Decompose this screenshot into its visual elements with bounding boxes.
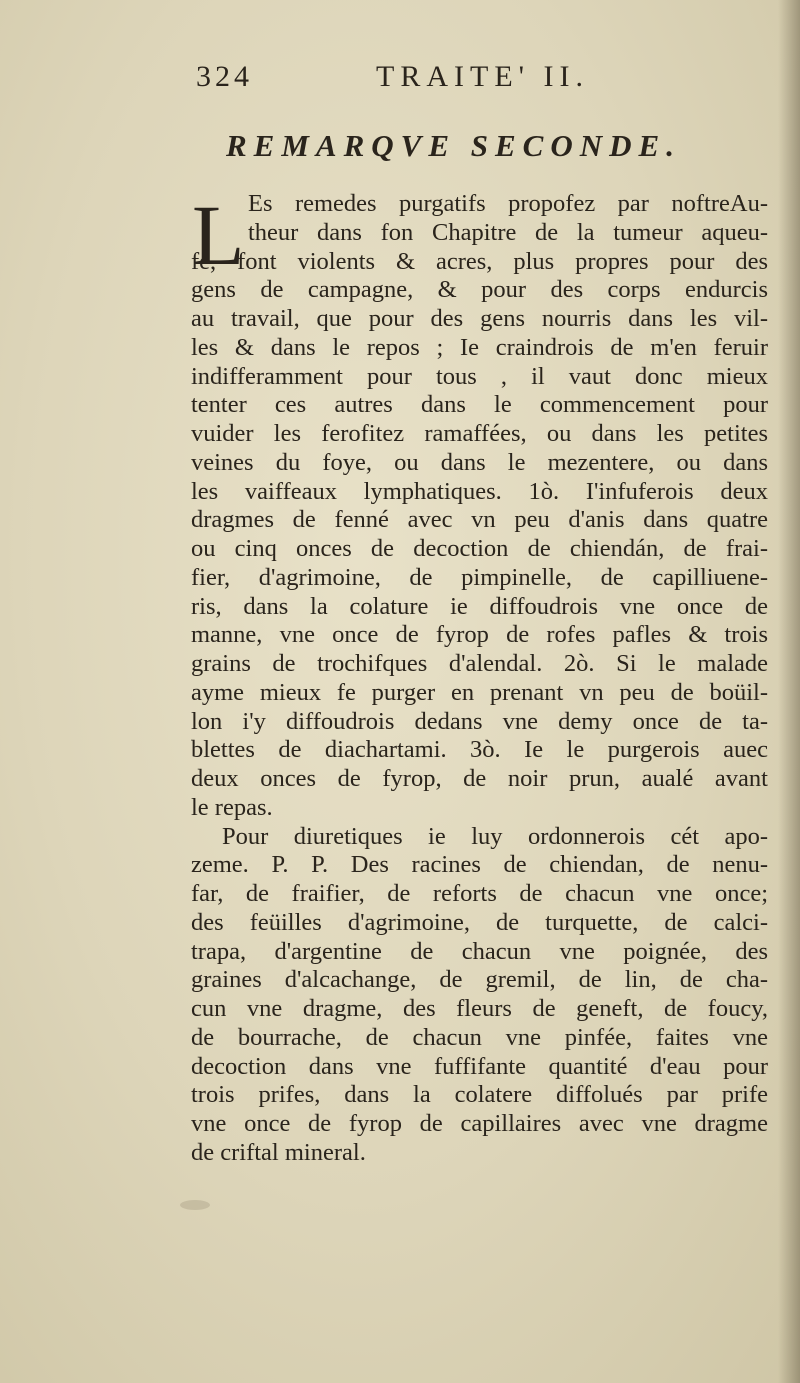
text-line: zeme. P. P. Des racines de chiendan, de nenu- [191,851,768,879]
text-line: les & dans le repos ; Ie craindrois de m'en feruir [191,333,768,361]
page-number: 324 [196,60,253,93]
drop-cap: L [192,187,245,283]
text-line: fier, d'agrimoine, de pimpinelle, de capilliuene- [191,563,768,591]
page-header [196,60,756,100]
running-title: TRAITE' II. [376,60,590,93]
text-line: grains de trochifques d'alendal. 2ò. Si le malade [191,650,768,677]
text-line: blettes de diachartami. 3ò. Ie le purgerois auec [191,736,768,764]
text-line: Es remedes purgatifs propofez par noftreAu- [248,190,768,217]
text-line: graines d'alcachange, de gremil, de lin, de cha- [191,966,768,994]
text-line: theur dans fon Chapitre de la tumeur aqueu- [248,218,768,246]
text-line: tenter ces autres dans le commencement pour [191,391,768,419]
text-line: vne once de fyrop de capillaires avec vne dragme [191,1110,768,1137]
text-line: manne, vne once de fyrop de rofes pafles & trois [191,621,768,649]
page-gutter-shadow [778,0,800,1383]
text-line: trapa, d'argentine de chacun vne poignée, des [191,937,768,965]
text-line: lon i'y diffoudrois dedans vne demy once de ta- [191,707,768,735]
text-line: dragmes de fenné avec vn peu d'anis dans quatre [191,506,768,534]
text-line: deux onces de fyrop, de noir prun, aualé avant [191,765,768,792]
text-line: cun vne dragme, des fleurs de geneft, de foucy, [191,995,768,1022]
text-line: Pour diuretiques ie luy ordonnerois cét apo- [222,822,768,850]
text-line: trois prifes, dans la colatere diffolués par prife [191,1081,768,1109]
text-line: gens de campagne, & pour des corps endurcis [191,276,768,304]
text-line: des feüilles d'agrimoine, de turquette, de calci- [191,908,768,936]
text-line: ou cinq onces de decoction de chiendán, de frai- [191,535,768,562]
ink-smudge [180,1200,210,1210]
section-title: REMARQVE SECONDE. [226,128,681,163]
text-line: vuider les ferofitez ramaffées, ou dans les petites [191,420,768,447]
text-line: far, de fraifier, de reforts de chacun vne once; [191,880,768,907]
text-line: les vaiffeaux lymphatiques. 1ò. I'infuferois deux [191,477,768,505]
text-line: indifferamment pour tous , il vaut donc mieux [191,362,768,390]
text-line: veines du foye, ou dans le mezentere, ou dans [191,448,768,476]
text-line: fe, font violents & acres, plus propres pour des [191,247,768,275]
text-line: le repas. [191,793,273,821]
text-line: ayme mieux fe purger en prenant vn peu de boüil- [191,678,768,706]
text-line: decoction dans vne fuffifante quantité d'eau pour [191,1052,768,1080]
text-line: au travail, que pour des gens nourris dans les vil- [191,305,768,332]
text-line: de criftal mineral. [191,1138,366,1166]
text-line: ris, dans la colature ie diffoudrois vne once de [191,592,768,620]
text-line: de bourrache, de chacun vne pinfée, faites vne [191,1023,768,1051]
